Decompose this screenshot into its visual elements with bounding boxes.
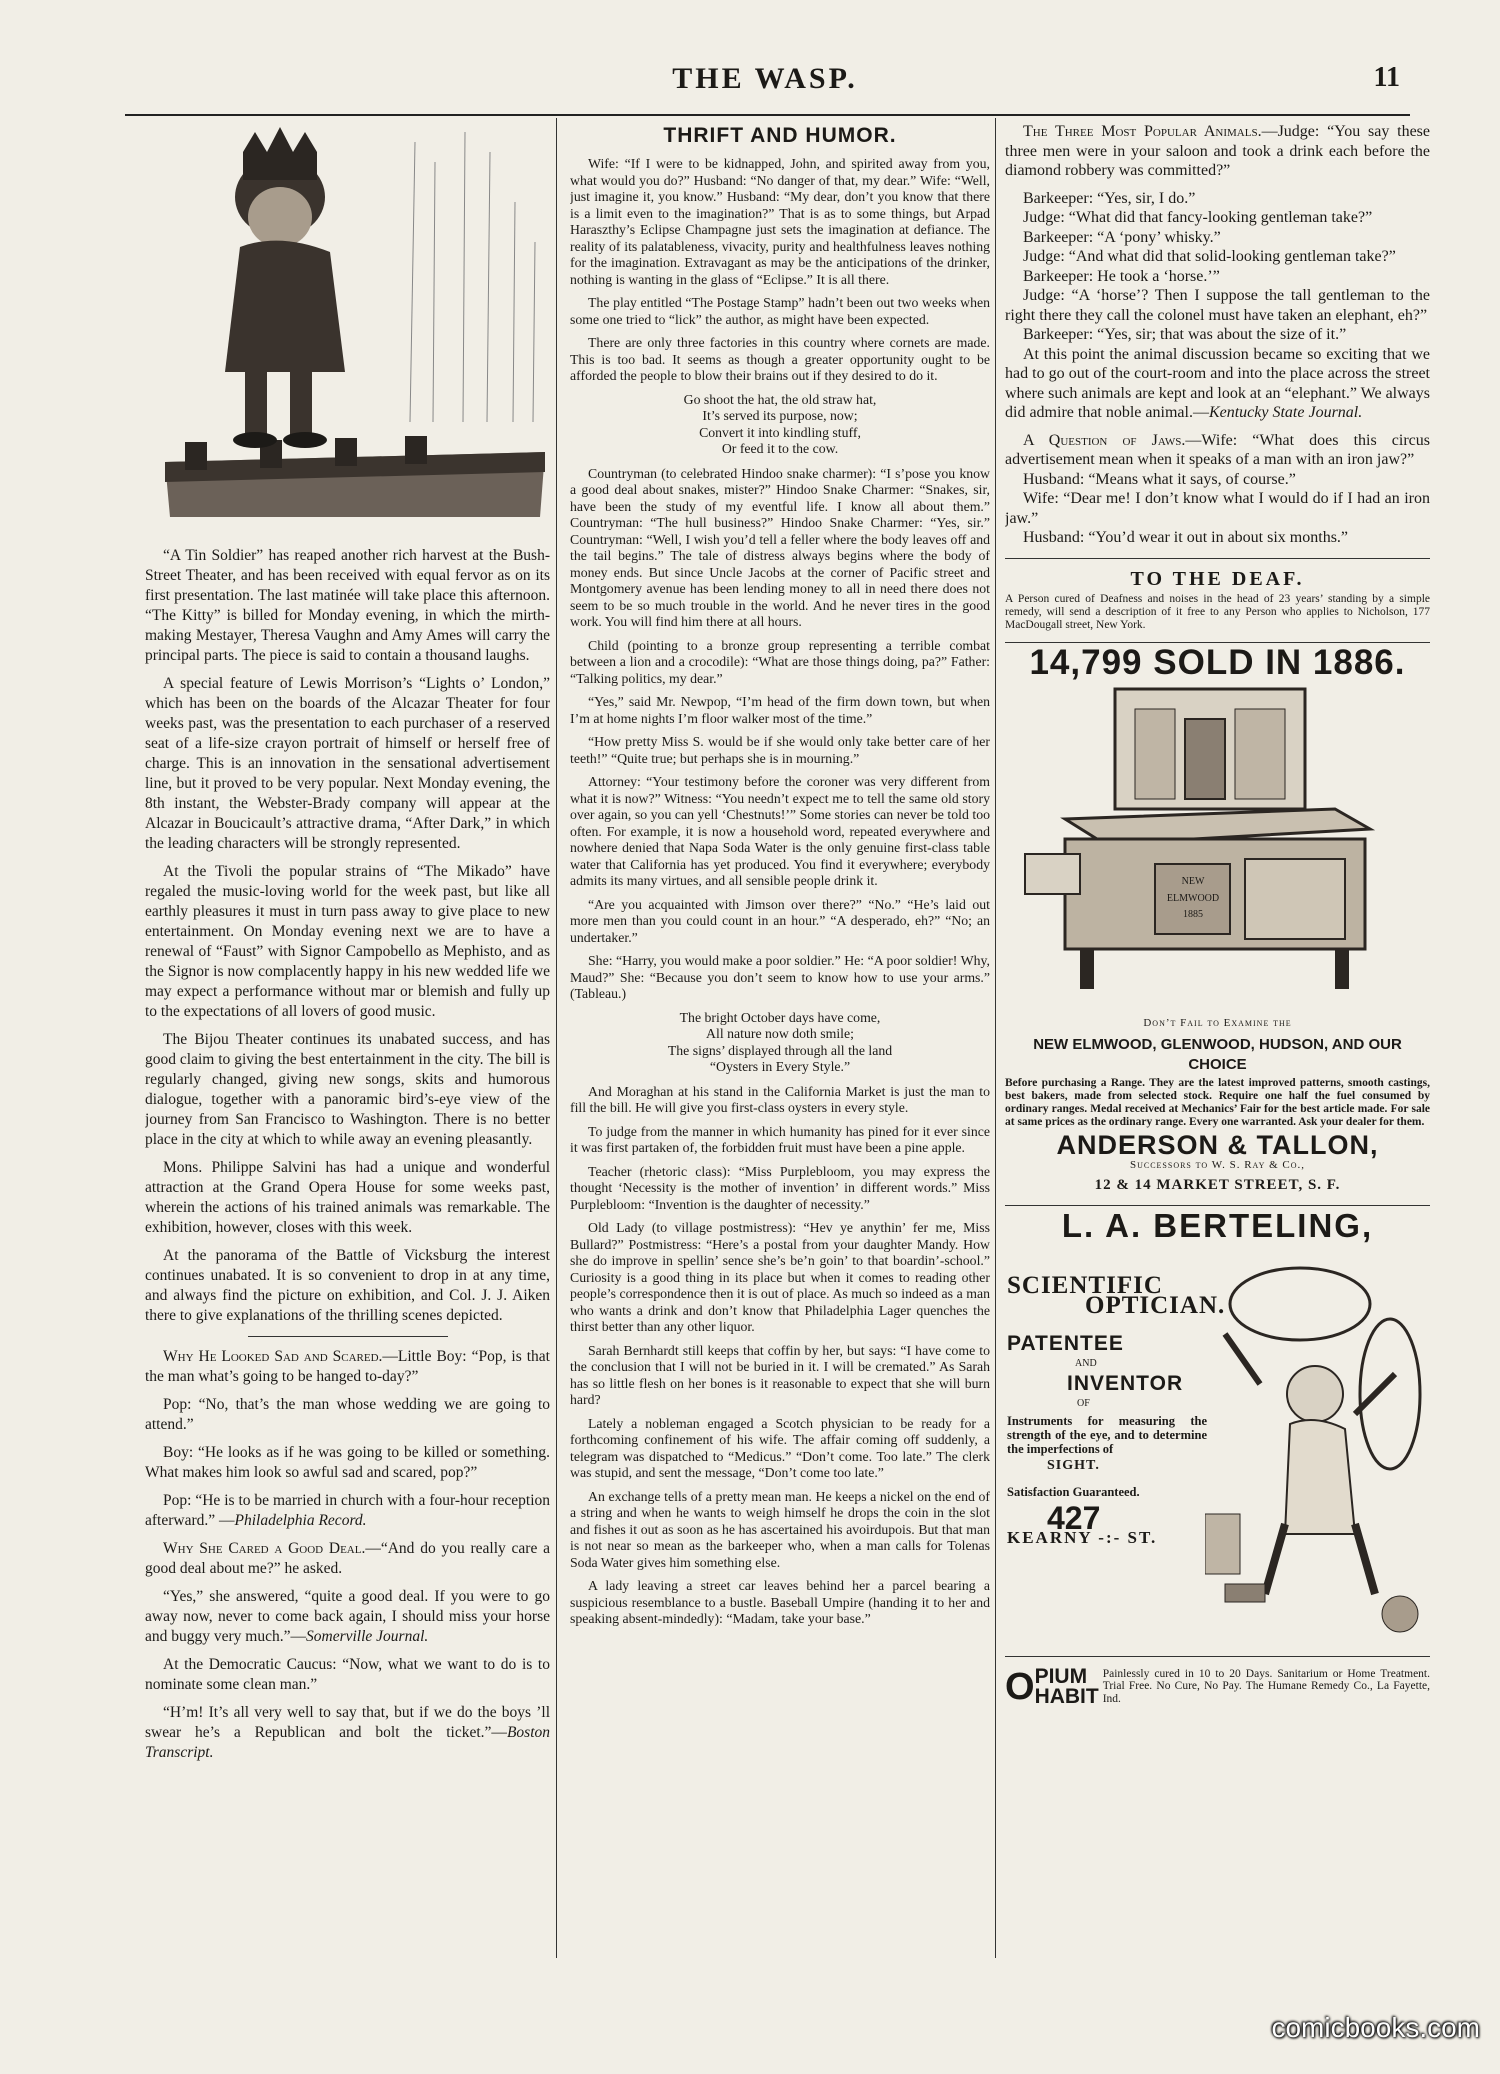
satisfaction-label: Satisfaction Guaranteed.	[1007, 1484, 1140, 1499]
stove-label: NEW	[1181, 875, 1205, 887]
page-number: 11	[1373, 62, 1400, 93]
sold-headline: 14,799 SOLD IN 1886.	[1029, 642, 1406, 682]
source-credit: Philadelphia Record.	[234, 1512, 367, 1529]
paragraph: At the Tivoli the popular strains of “The Mikado” have regaled the music-loving world for the week past, but like all earthly pleasures it must in turn pass away to give place to new entertainment. On Monday evening next we are to have a renewal of “Faust” with Signor Campobello as Mephisto, and as the Signor is now complacently happy in his new wedded life we may expect a performance without mar or blemish and fully up to the expectations of all lovers of good music.	[145, 863, 550, 1020]
paragraph: Old Lady (to village postmistress): “Hev ye anythin’ fer me, Miss Bullard?” Postmistress: “Here’s a postal from your daughter Mandy. How she do improve in spellin’ sence she’s be’n goin’ to that boardin’-school.” Curiosity is a good thing in its place but when it comes to reading other people’s correspondence then it is out of place. As much so indeed as a man who wants a drink and don’t know that Philadelphia Lager quenches the thirst better than any other liquor.	[570, 1220, 990, 1334]
stove-label: 1885	[1183, 908, 1203, 920]
poem-line: “Oysters in Every Style.”	[709, 1059, 851, 1074]
item-heading: Why She Cared a Good Deal.	[163, 1540, 366, 1557]
page-header	[120, 62, 1410, 100]
opium-habit-ad	[1005, 1664, 1430, 1708]
item-heading: The Three Most Popular Animals.	[1023, 123, 1262, 140]
paragraph: Judge: “And what did that solid-looking gentleman take?”	[1023, 248, 1396, 265]
stove-label: ELMWOOD	[1166, 892, 1220, 904]
item-text: At this point the animal discussion became so exciting that we had to go out of the court-room and into the place across the street where such animals are kept and look at an “elephant.” We always did admire that noble animal.—	[1005, 345, 1430, 421]
cupid-illustration	[1205, 1264, 1430, 1644]
opium-habit-title: PIUM HABIT	[1034, 1664, 1099, 1708]
paragraph: The Bijou Theater continues its unabated success, and has good claim to giving the best entertainment in the city. The bill is regularly changed, giving new songs, skits and humorous dialogue, together with a panoramic bird’s-eye view of the journey from San Francisco to Washington. There is no better place in the city at which to while away an evening pleasantly.	[145, 1031, 550, 1148]
header-rule	[125, 114, 1410, 116]
poem-line: Or feed it to the cow.	[721, 441, 839, 456]
tin-soldier-illustration	[145, 122, 550, 532]
item-text: —Wife: “What does this circus advertisement mean when it speaks of a man with an iron jaw?”	[1005, 431, 1430, 468]
poem-line: The signs’ displayed through all the land	[667, 1042, 893, 1058]
paragraph: An exchange tells of a pretty mean man. He keeps a nickel on the end of a string and when he wants to weigh himself he drops the coin in the slot and fishes it out as soon as he has ascertained his avoirdupois. But that man is not near so mean as the barkeeper who, when a man calls for Tolenas Soda Water gives him something else.	[570, 1488, 990, 1570]
poem-line: Go shoot the hat, the old straw hat,	[683, 391, 877, 407]
item-text: “H’m! It’s all very well to say that, but if we do the boys ’ll swear he’s a Republican and bolt the ticket.”—	[145, 1704, 550, 1741]
ad-rule	[1005, 1205, 1430, 1206]
paragraph: “How pretty Miss S. would be if she would only take better care of her teeth!” “Quite true; but perhaps she is in mourning.”	[570, 734, 990, 766]
paragraph: Wife: “Dear me! I don’t know what I would do if I had an iron jaw.”	[1005, 490, 1430, 527]
poem	[570, 392, 990, 458]
paragraph	[145, 1491, 550, 1531]
successors-line: Successors to W. S. Ray & Co.,	[1129, 1158, 1306, 1171]
poem-line: Convert it into kindling stuff,	[699, 424, 861, 440]
paragraph: Countryman (to celebrated Hindoo snake charmer): “I s’pose you know a good deal about snakes, mister?” Hindoo Snake Charmer: “Snakes, sir, have been the study of my eventful life. I know all about them.” Countryman: “The hull business?” Hindoo Snake Charmer: “Yes, sir.” Countryman: “Well, I wish you’d tell a feller where the body leaves off and the tail begins.” The tale of distress always begins where the body of money ends. But since Uncle Jacobs at the corner of Pacific street and Montgomery avenue has been lending money to all in need there does not seem to be so much trouble in the world. And he never tires in the good work. You will find him there at all hours.	[570, 465, 990, 629]
deaf-ad-text: A Person cured of Deafness and noises in the head of 23 years’ standing by a simple remedy, will send a description of it free to any Person who applies to Nicholson, 177 MacDougall street, New York.	[1005, 592, 1430, 631]
paragraph: Attorney: “Your testimony before the coroner was very different from what it is now?” Witness: “You needn’t expect me to tell the same old story over again, so you can yell ‘Chestnuts!’” Some stories can never be told too often. For example, it is now a household word, repeated everywhere and nowhere denied that Napa Soda Water is the only genuine first-class table water that California has yet produced. You find it everywhere; everybody admits its many virtues, and all sensible people drink it.	[570, 774, 990, 888]
paragraph: Judge: “A ‘horse’? Then I suppose the tall gentleman to the right there they call the colonel must have taken an elephant, eh?”	[1005, 287, 1430, 324]
patentee-label: PATENTEE	[1007, 1331, 1124, 1355]
paragraph: Barkeeper: “A ‘pony’ whisky.”	[1023, 228, 1221, 246]
and-label: AND	[1075, 1357, 1097, 1369]
street-number: 427	[1047, 1499, 1101, 1536]
paragraph	[1005, 345, 1430, 423]
paragraph	[145, 1703, 550, 1763]
optician-ad	[1005, 1206, 1430, 1646]
paragraph: And Moraghan at his stand in the California Market is just the man to fill the bill. He will give you first-class oysters in every style.	[570, 1083, 990, 1115]
kearny-street: KEARNY -:- ST.	[1007, 1527, 1158, 1547]
item-text: —“And do you really care a good deal about me?” he asked.	[145, 1540, 550, 1577]
poem-line: The bright October days have come,	[679, 1009, 881, 1025]
poem-line: It’s served its purpose, now;	[702, 408, 858, 423]
paragraph	[1005, 122, 1430, 181]
optician-label: OPTICIAN.	[1085, 1291, 1226, 1319]
poem	[570, 1010, 990, 1076]
paragraph: At the panorama of the Battle of Vicksburg the interest continues unabated. It is so convenient to drop in at any time, and always find the picture on exhibition, and Col. J. J. Aiken there to give explanations of the thrilling scenes depicted.	[145, 1247, 550, 1324]
optician-ad-text	[1007, 1271, 1226, 1548]
paragraph: There are only three factories in this country where cornets are made. This is too bad. It seems as though a greater opportunity ought to be afforded the people to blow their brains out if they desired to do it.	[570, 335, 990, 383]
paragraph: Barkeeper: He took a ‘horse.’”	[1023, 267, 1220, 285]
paragraph: She: “Harry, you would make a poor soldier.” He: “A poor soldier! Why, Maud?” She: “Because you don’t seem to know how to use your arms.” (Tableau.)	[570, 953, 990, 1001]
item-text: —Little Boy: “Pop, is that the man what’s going to be hanged to-day?”	[145, 1348, 550, 1385]
column-2	[570, 122, 990, 1957]
of-label: OF	[1077, 1397, 1090, 1409]
paragraph	[145, 1347, 550, 1387]
paragraph: At the Democratic Caucus: “Now, what we want to do is to nominate some clean man.”	[145, 1656, 550, 1693]
stove-ad-models: NEW ELMWOOD, GLENWOOD, HUDSON, AND OUR CHOICE	[1033, 1035, 1402, 1073]
poem-line: All nature now doth smile;	[706, 1026, 854, 1041]
paragraph: “Are you acquainted with Jimson over there?” “No.” “He’s laid out more men than you could count in an hour.” “A desperado, eh?” “No; an undertaker.”	[570, 896, 990, 945]
paragraph	[145, 1539, 550, 1579]
site-watermark: comicbooks.com	[1271, 2012, 1480, 2043]
item-text: Pop: “He is to be married in church with a four-hour reception afterward.” —	[145, 1492, 550, 1529]
paragraph	[145, 1587, 550, 1647]
deaf-ad-title: TO THE DEAF.	[1130, 567, 1305, 590]
paragraph: The play entitled “The Postage Stamp” hadn’t been out two weeks when some one tried to “lick” the author, as might have been expected.	[570, 295, 990, 327]
paragraph: Sarah Bernhardt still keeps that coffin by her, but says: “I have come to the conclusion that I will not be buried in it. I will be cremated.” As Sarah has so little flesh on her bones is it reasonable to expect that she will burn hard?	[570, 1342, 990, 1407]
column-3	[1005, 122, 1430, 1957]
stove-ad-kicker: Don’t Fail to Examine the	[1143, 1016, 1292, 1029]
item-text: “Yes,” she answered, “quite a good deal. If you were to go away now, never to come back again, I should miss your horse and buggy very much.”—	[145, 1588, 550, 1645]
paragraph: Barkeeper: “Yes, sir; that was about the size of it.”	[1023, 326, 1347, 343]
stove-ad-text: Before purchasing a Range. They are the latest improved patterns, smooth castings, best bakers, made from selected stock. Require one half the fuel consumed by ordinary ranges. Medal received at Mechanics’ Fair for the best article made. For sale at same prices as the ordinary range. Every one warranted. Ask your dealer for them.	[1005, 1076, 1430, 1128]
instruments-text: Instruments for measuring the strength of the eye, and to determine the imperfections of	[1007, 1413, 1207, 1456]
section-rule	[248, 1336, 448, 1337]
paragraph: Barkeeper: “Yes, sir, I do.”	[1023, 189, 1196, 207]
paragraph: Judge: “What did that fancy-looking gentleman take?”	[1023, 209, 1373, 226]
opium-initial: O	[1005, 1665, 1035, 1708]
item-heading: Why He Looked Sad and Scared.	[163, 1348, 383, 1365]
paragraph: To judge from the manner in which humanity has pined for it ever since it was first partaken of, the forbidden fruit must have been a pine apple.	[570, 1123, 990, 1155]
section-title: THRIFT AND HUMOR.	[663, 124, 897, 147]
anderson-tallon-name: ANDERSON & TALLON,	[1056, 1129, 1379, 1160]
paragraph: “Yes,” said Mr. Newpop, “I’m head of the firm down town, but when I’m at home nights I’m floor walker most of the time.”	[570, 694, 990, 726]
column-divider-1	[556, 118, 557, 1958]
source-credit: Somerville Journal.	[306, 1628, 429, 1645]
paragraph: Child (pointing to a bronze group representing a terrible combat between a lion and a crocodile): “What are those things doing, pa?” Father: “Talking politics, my dear.”	[570, 637, 990, 686]
source-credit: Boston Transcript.	[145, 1724, 550, 1761]
stove-illustration	[1005, 679, 1430, 999]
paragraph	[1005, 431, 1430, 470]
item-text: —Judge: “You say these three men were in your saloon and took a drink each before the diamond robbery was committed?”	[1005, 123, 1430, 179]
paragraph: Boy: “He looks as if he was going to be killed or something. What makes him look so awful sad and scared, pop?”	[145, 1444, 550, 1481]
masthead-title: THE WASP.	[672, 62, 858, 95]
paragraph: Husband: “Means what it says, of course.”	[1023, 470, 1296, 488]
column-1	[145, 122, 550, 1957]
paragraph: A special feature of Lewis Morrison’s “Lights o’ London,” which has been on the boards of the Alcazar Theater for four weeks past, was the presentation to each purchaser of a reserved seat of a life-size crayon portrait of himself or herself free of charge. This is an innovation in the sensational advertisement line, but it proved to be very popular. Next Monday evening, the 8th instant, the Webster-Brady company will appear at the Alcazar in Boucicault’s attractive drama, “After Dark,” in which the leading characters will be strongly represented.	[145, 675, 550, 852]
paragraph: A lady leaving a street car leaves behind her a parcel bearing a suspicious resemblance to a bustle. Baseball Umpire (handing it to her and speaking absent-mindedly): “Madam, take your base.”	[570, 1578, 990, 1626]
item-heading: A Question of Jaws.	[1023, 431, 1186, 449]
paragraph: Wife: “If I were to be kidnapped, John, and spirited away from you, what would you do?” Husband: “No danger of that, my dear.” Wife: “Well, just imagine it, you know.” Husband: “My dear, don’t you know that there is a limit even to the imagination?” That is as to some things, but Arpad Haraszthy’s Eclipse Champagne just sets the imagination at defiance. The reality of its palatableness, vivacity, purity and healthfulness leaves nothing for the imagination. Extravagant as may be the anticipations of the drinker, nothing is wanting in the glass of “Eclipse.” It is all there.	[570, 156, 990, 287]
paragraph: Teacher (rhetoric class): “Miss Purplebloom, you may express the thought ‘Necessity is the mother of invention’ in different words.” Miss Purplebloom: “Invention is the daughter of necessity.”	[570, 1163, 990, 1212]
paragraph: Pop: “No, that’s the man whose wedding we are going to attend.”	[145, 1396, 550, 1433]
column-divider-2	[995, 118, 996, 1958]
ad-rule	[1005, 558, 1430, 559]
paragraph: Husband: “You’d wear it out in about six months.”	[1023, 529, 1349, 546]
source-credit: Kentucky State Journal.	[1208, 404, 1363, 421]
market-street-address: 12 & 14 MARKET STREET, S. F.	[1094, 1176, 1341, 1193]
scientific-label: SCIENTIFIC	[1007, 1271, 1163, 1299]
paragraph: Mons. Philippe Salvini has had a unique and wonderful attraction at the Grand Opera House for some weeks past, wherein the actions of his trained animals was remarkable. The exhibition, however, closes with this week.	[145, 1159, 550, 1236]
inventor-label: INVENTOR	[1067, 1371, 1184, 1395]
paragraph: “A Tin Soldier” has reaped another rich harvest at the Bush-Street Theater, and has been received with equal fervor as on its first presentation. The last matinée will take place this afternoon. “The Kitty” is billed for Monday evening, in which the mirth-making Mestayer, Theresa Vaughn and Amy Ames will carry the principal parts. The piece is said to contain a thousand laughs.	[145, 547, 550, 664]
opium-habit-text: Painlessly cured in 10 to 20 Days. Sanitarium or Home Treatment. Trial Free. No Cure, No Pay. The Humane Remedy Co., La Fayette, Ind.	[1102, 1667, 1430, 1705]
berteling-name: L. A. BERTELING,	[1061, 1206, 1374, 1244]
paragraph: Lately a nobleman engaged a Scotch physician to be ready for a forthcoming confinement of his wife. The affair coming off suddenly, a telegram was dispatched to “Medicus.” “Don’t come. Too late.” The clerk was stupid, and sent the message, “Don’t come too late.”	[570, 1415, 990, 1480]
sight-label: SIGHT.	[1047, 1457, 1100, 1473]
ad-rule	[1005, 1656, 1430, 1657]
